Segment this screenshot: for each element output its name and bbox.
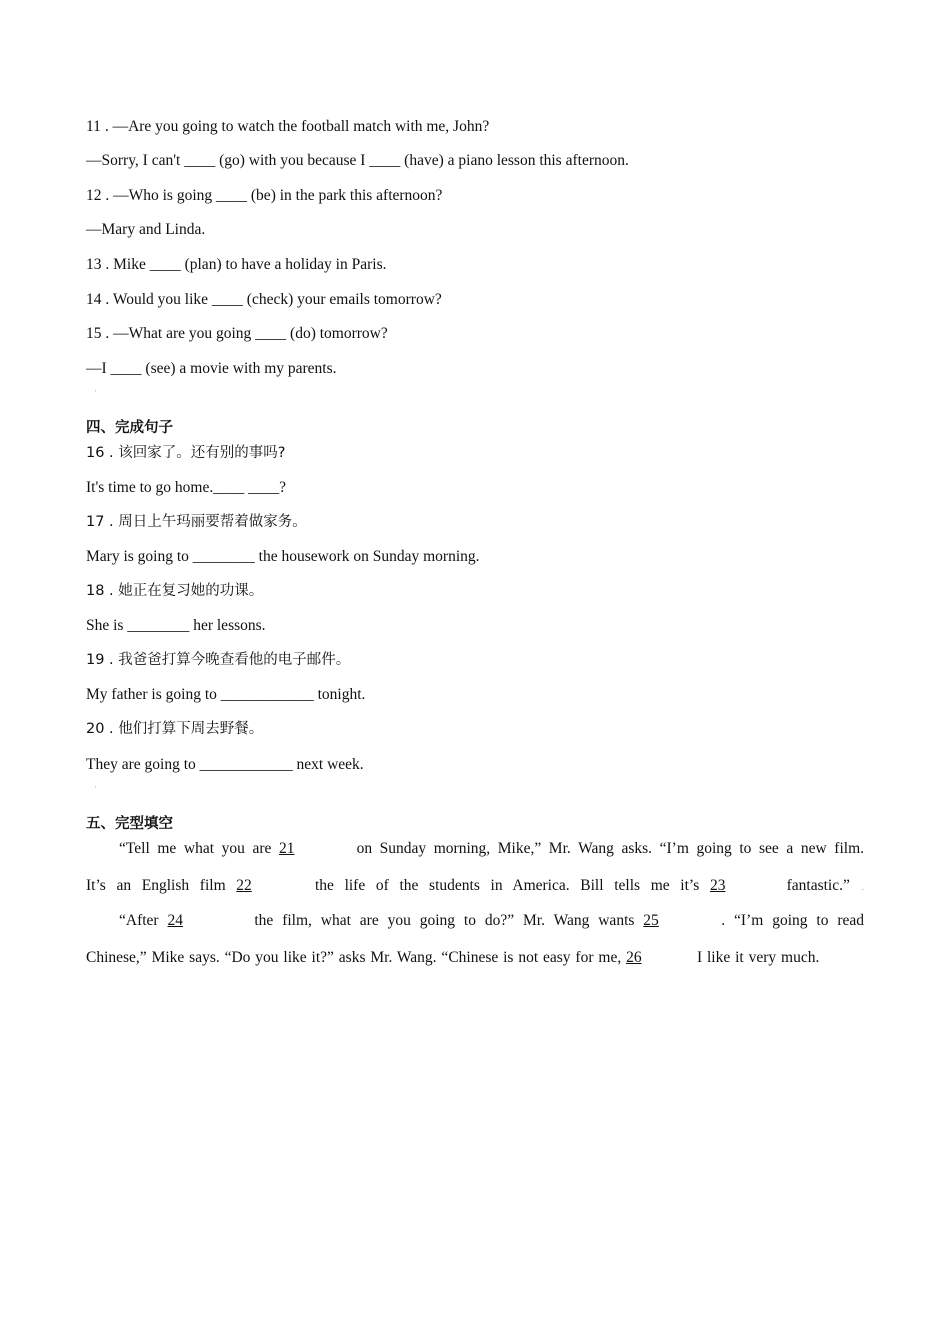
item-18-cn: 18 . 她正在复习她的功课。 — [86, 583, 264, 599]
item-19-cn: 19 . 我爸爸打算今晚查看他的电子邮件。 — [86, 652, 351, 668]
question-number: 12 — [86, 187, 102, 204]
cloze-blank-23: 23 — [709, 877, 726, 894]
item-17-cn: 17 . 周日上午玛丽要帮着做家务。 — [86, 514, 307, 530]
cloze-text: I like it very much. — [696, 949, 820, 966]
question-text: Mike ____ (plan) to have a holiday in Paris. — [113, 256, 387, 273]
item-number: 17 — [86, 514, 105, 530]
reply-text: —Mary and Linda. — [86, 221, 206, 238]
cloze-text: It’s an English film — [86, 877, 226, 894]
cloze-blank-26: 26 — [626, 949, 642, 966]
item-number: 18 — [86, 583, 105, 599]
cloze-blank-22: 22 — [236, 877, 252, 894]
item-19-en: My father is going to ____________ tonight. — [86, 686, 366, 703]
cloze-text: Chinese,” Mike says. “Do you like it?” asks Mr. Wang. “Chinese is not easy for me, — [86, 949, 622, 966]
cloze-blank-21: 21 — [278, 840, 295, 857]
item-16-cn: 16 . 该回家了。还有别的事吗? — [86, 445, 286, 461]
cloze-blank-24: 24 — [167, 912, 183, 929]
question-12-reply — [86, 220, 205, 240]
question-14: 14 . Would you like ____ (check) your emails tomorrow? — [86, 291, 442, 308]
cloze-line-2 — [86, 876, 864, 898]
cloze-blank-25: 25 — [643, 912, 659, 929]
cloze-text: “After — [119, 912, 159, 929]
chinese-prompt: 他们打算下周去野餐。 — [118, 721, 264, 737]
chinese-prompt: 周日上午玛丽要帮着做家务。 — [118, 514, 307, 530]
cloze-text: fantastic.” — [786, 877, 850, 894]
chinese-prompt: 我爸爸打算今晚查看他的电子邮件。 — [118, 652, 351, 668]
cloze-line-3 — [119, 911, 864, 931]
item-16-en: It's time to go home.____ ____? — [86, 479, 286, 496]
chinese-prompt: 该回家了。还有别的事吗? — [118, 445, 286, 461]
paragraph-mark: · — [94, 386, 97, 396]
section-4-title: 四、完成句子 — [86, 420, 173, 436]
paragraph-mark: . — [861, 882, 865, 893]
chinese-prompt: 她正在复习她的功课。 — [118, 583, 264, 599]
reply-text: —Sorry, I can't ____ (go) with you because I ____ (have) a piano lesson this afternoon. — [86, 152, 629, 169]
question-text: Would you like ____ (check) your emails tomorrow? — [112, 291, 442, 308]
question-number: 13 — [86, 256, 102, 273]
item-20-cn: 20 . 他们打算下周去野餐。 — [86, 721, 264, 737]
item-number: 19 — [86, 652, 105, 668]
cloze-line-1 — [119, 839, 864, 859]
question-number: 11 — [86, 118, 101, 135]
paragraph-mark: · — [94, 782, 97, 792]
question-number: 14 — [86, 291, 102, 308]
question-11-reply — [86, 151, 629, 171]
section-5-title: 五、完型填空 — [86, 816, 173, 832]
cloze-text: “Tell me what you are — [119, 840, 272, 857]
cloze-line-4 — [86, 948, 864, 968]
question-text: —Who is going ____ (be) in the park this afternoon? — [113, 187, 443, 204]
item-20-en: They are going to ____________ next week. — [86, 756, 364, 773]
question-13: 13 . Mike ____ (plan) to have a holiday in Paris. — [86, 256, 387, 273]
question-number: 15 — [86, 325, 102, 342]
question-text: —What are you going ____ (do) tomorrow? — [113, 325, 388, 342]
reply-text: —I ____ (see) a movie with my parents. — [86, 360, 337, 377]
question-15-reply — [86, 359, 337, 379]
item-number: 20 — [86, 721, 105, 737]
cloze-text: . “I’m going to read — [721, 912, 865, 929]
item-number: 16 — [86, 445, 105, 461]
question-text: —Are you going to watch the football match with me, John? — [112, 118, 490, 135]
cloze-text: the life of the students in America. Bill tells me it’s — [314, 877, 700, 894]
item-18-en: She is ________ her lessons. — [86, 617, 266, 634]
question-11: 11 . —Are you going to watch the football match with me, John? — [86, 118, 490, 135]
cloze-text: on Sunday morning, Mike,” Mr. Wang asks. “I’m going to see a new film. — [356, 840, 864, 857]
question-15: 15 . —What are you going ____ (do) tomorrow? — [86, 325, 388, 342]
cloze-text: the film, what are you going to do?” Mr. Wang wants — [254, 912, 635, 929]
question-12: 12 . —Who is going ____ (be) in the park this afternoon? — [86, 187, 443, 204]
item-17-en: Mary is going to ________ the housework on Sunday morning. — [86, 548, 480, 565]
